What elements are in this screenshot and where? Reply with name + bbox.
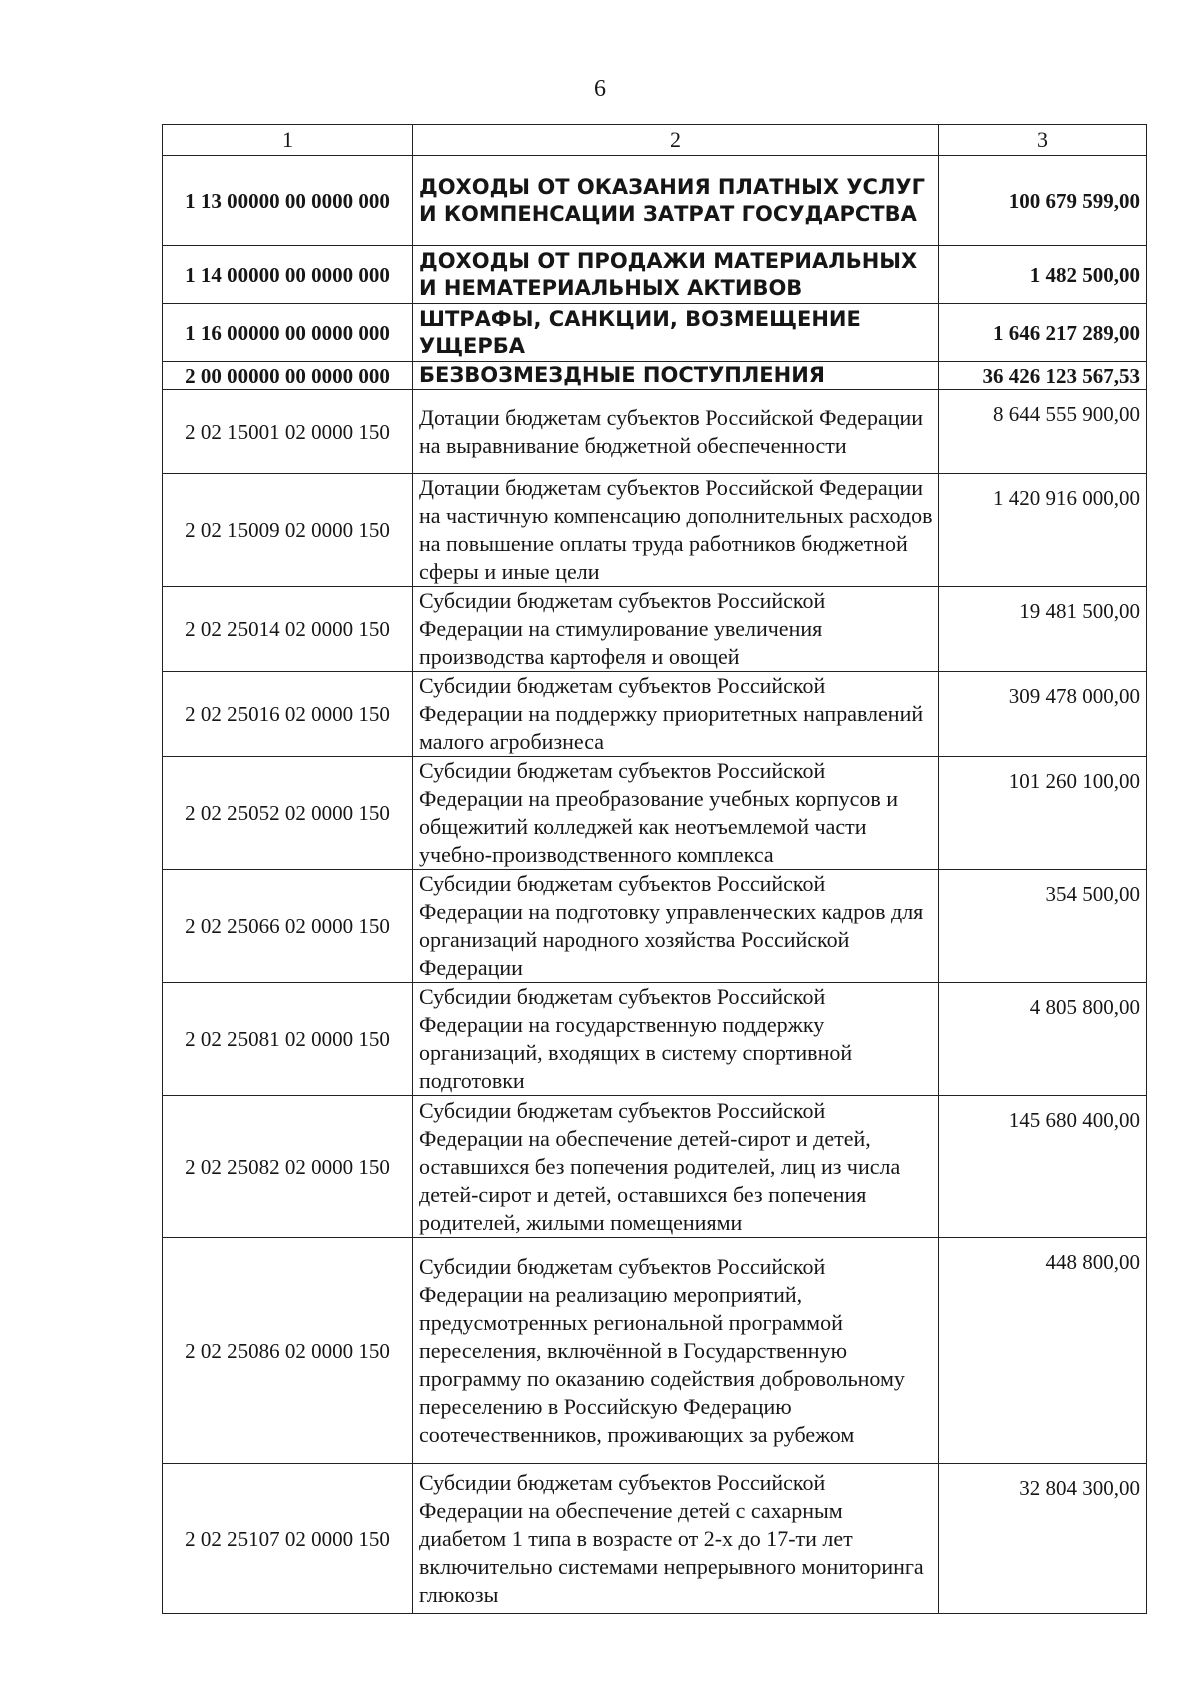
table-row	[163, 672, 1147, 757]
table-header-row	[163, 125, 1147, 156]
column-header-code: 1	[163, 125, 413, 156]
row-amount: 1 420 916 000,00	[939, 474, 1147, 587]
row-code: 2 02 25052 02 0000 150	[163, 757, 413, 870]
row-name: Субсидии бюджетам субъектов Российской Федерации на государственную поддержку организаций, входящих в систему спортивной подготовки	[413, 983, 939, 1096]
table-row	[163, 390, 1147, 474]
row-amount: 448 800,00	[939, 1238, 1147, 1464]
row-amount: 1 482 500,00	[939, 246, 1147, 304]
row-code: 1 14 00000 00 0000 000	[163, 246, 413, 304]
row-amount: 309 478 000,00	[939, 672, 1147, 757]
row-name: БЕЗВОЗМЕЗДНЫЕ ПОСТУПЛЕНИЯ	[413, 362, 939, 390]
row-code: 2 02 25086 02 0000 150	[163, 1238, 413, 1464]
row-code: 1 13 00000 00 0000 000	[163, 156, 413, 246]
row-name: ШТРАФЫ, САНКЦИИ, ВОЗМЕЩЕНИЕ УЩЕРБА	[413, 304, 939, 362]
row-name: Субсидии бюджетам субъектов Российской Федерации на реализацию мероприятий, предусмотренных региональной программой переселения, включённой в Государственную программу по оказанию содействия добровольному переселению в Российскую Федерацию соотечественников, проживающих за рубежом	[413, 1238, 939, 1464]
table-row	[163, 587, 1147, 672]
row-code: 2 02 15001 02 0000 150	[163, 390, 413, 474]
table-row	[163, 870, 1147, 983]
row-amount: 36 426 123 567,53	[939, 362, 1147, 390]
table-row	[163, 304, 1147, 362]
row-amount: 19 481 500,00	[939, 587, 1147, 672]
row-amount: 101 260 100,00	[939, 757, 1147, 870]
table-row	[163, 983, 1147, 1096]
column-header-name: 2	[413, 125, 939, 156]
row-code: 2 02 25082 02 0000 150	[163, 1096, 413, 1238]
column-header-amount: 3	[939, 125, 1147, 156]
row-name: Дотации бюджетам субъектов Российской Федерации на частичную компенсацию дополнительных расходов на повышение оплаты труда работников бюджетной сферы и иные цели	[413, 474, 939, 587]
table-row	[163, 1096, 1147, 1238]
row-amount: 100 679 599,00	[939, 156, 1147, 246]
row-name: Субсидии бюджетам субъектов Российской Федерации на стимулирование увеличения производства картофеля и овощей	[413, 587, 939, 672]
row-amount: 1 646 217 289,00	[939, 304, 1147, 362]
row-amount: 32 804 300,00	[939, 1464, 1147, 1614]
table-row	[163, 474, 1147, 587]
row-amount: 8 644 555 900,00	[939, 390, 1147, 474]
row-name: Субсидии бюджетам субъектов Российской Федерации на обеспечение детей с сахарным диабетом 1 типа в возрасте от 2-х до 17-ти лет включительно системами непрерывного мониторинга глюкозы	[413, 1464, 939, 1614]
table-row	[163, 1464, 1147, 1614]
row-code: 2 02 25066 02 0000 150	[163, 870, 413, 983]
row-code: 2 00 00000 00 0000 000	[163, 362, 413, 390]
row-name: ДОХОДЫ ОТ ОКАЗАНИЯ ПЛАТНЫХ УСЛУГ И КОМПЕНСАЦИИ ЗАТРАТ ГОСУДАРСТВА	[413, 156, 939, 246]
row-name: Субсидии бюджетам субъектов Российской Федерации на поддержку приоритетных направлений малого агробизнеса	[413, 672, 939, 757]
table-row	[163, 1238, 1147, 1464]
row-name: Субсидии бюджетам субъектов Российской Федерации на обеспечение детей-сирот и детей, оставшихся без попечения родителей, лиц из числа детей-сирот и детей, оставшихся без попечения родителей, жилыми помещениями	[413, 1096, 939, 1238]
table-row	[163, 362, 1147, 390]
row-name: Дотации бюджетам субъектов Российской Федерации на выравнивание бюджетной обеспеченности	[413, 390, 939, 474]
row-code: 2 02 25014 02 0000 150	[163, 587, 413, 672]
row-name: ДОХОДЫ ОТ ПРОДАЖИ МАТЕРИАЛЬНЫХ И НЕМАТЕРИАЛЬНЫХ АКТИВОВ	[413, 246, 939, 304]
row-name: Субсидии бюджетам субъектов Российской Федерации на преобразование учебных корпусов и общежитий колледжей как неотъемлемой части учебно-производственного комплекса	[413, 757, 939, 870]
row-name: Субсидии бюджетам субъектов Российской Федерации на подготовку управленческих кадров для организаций народного хозяйства Российской Федерации	[413, 870, 939, 983]
row-amount: 145 680 400,00	[939, 1096, 1147, 1238]
row-code: 2 02 25081 02 0000 150	[163, 983, 413, 1096]
budget-revenue-table	[162, 124, 1147, 1614]
row-code: 2 02 15009 02 0000 150	[163, 474, 413, 587]
row-code: 2 02 25107 02 0000 150	[163, 1464, 413, 1614]
row-amount: 354 500,00	[939, 870, 1147, 983]
page-number: 6	[594, 76, 606, 102]
table-row	[163, 156, 1147, 246]
row-amount: 4 805 800,00	[939, 983, 1147, 1096]
row-code: 2 02 25016 02 0000 150	[163, 672, 413, 757]
row-code: 1 16 00000 00 0000 000	[163, 304, 413, 362]
table-row	[163, 757, 1147, 870]
table-row	[163, 246, 1147, 304]
